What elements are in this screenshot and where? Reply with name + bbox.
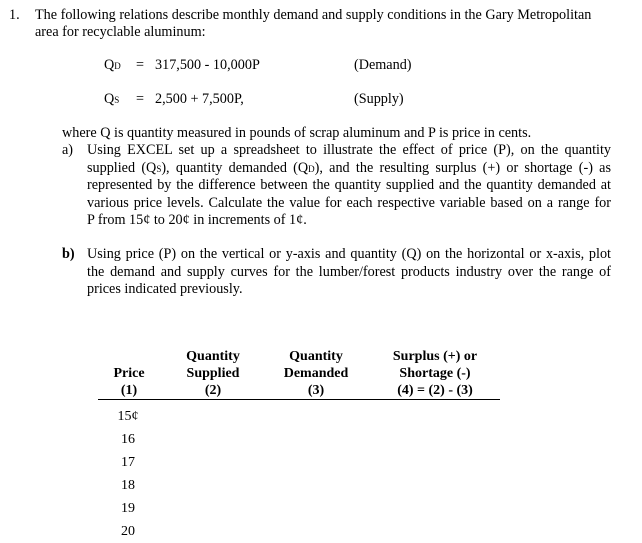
part-a-line-2: supplied (QS), quantity demanded (QD), and the resulting surplus (+) or shortage (-) as — [87, 159, 611, 176]
part-a-line-4: various price levels. Calculate the value for each respective variable based on a range for — [87, 194, 611, 211]
supply-equals: = — [136, 91, 145, 107]
header-surplus-shortage: Surplus (+) or Shortage (-) (4) = (2) - (3) — [392, 349, 478, 398]
table-row-price: 16 — [121, 432, 135, 447]
table-row-price: 15¢ — [117, 409, 139, 424]
part-b-line-3: prices indicated previously. — [87, 281, 243, 297]
header-quantity-demanded: Quantity Demanded (3) — [283, 349, 349, 398]
header-quantity-supplied: Quantity Supplied (2) — [186, 349, 240, 398]
demand-label: (Demand) — [354, 57, 412, 73]
demand-variable: QD — [104, 57, 121, 73]
intro-line-1: The following relations describe monthly demand and supply conditions in the Gary Metropolitan — [35, 7, 592, 23]
table-row-price: 20 — [121, 524, 135, 539]
supply-label: (Supply) — [354, 91, 404, 107]
part-b-line-2: the demand and supply curves for the lumber/forest products industry over the range of — [87, 263, 611, 280]
part-a-marker: a) — [62, 142, 74, 158]
part-a-line-3: represented by the difference between the quantity supplied and the quantity demanded at — [87, 177, 611, 193]
part-a-line-5: P from 15¢ to 20¢ in increments of 1¢. — [87, 212, 307, 228]
header-price: Price (1) — [113, 366, 145, 398]
table-row-price: 19 — [121, 501, 135, 516]
table-row-price: 17 — [121, 455, 135, 470]
part-b-marker: b) — [62, 246, 75, 262]
where-text: where Q is quantity measured in pounds of scrap aluminum and P is price in cents. — [62, 125, 532, 141]
part-a-line-1: Using EXCEL set up a spreadsheet to illustrate the effect of price (P), on the quantity — [87, 142, 611, 158]
intro-line-2: area for recyclable aluminum: — [35, 24, 206, 40]
demand-equals: = — [136, 57, 145, 73]
header-rule — [98, 399, 500, 400]
part-b-line-1: Using price (P) on the vertical or y-axis and quantity (Q) on the horizontal or x-axis, plot — [87, 246, 611, 262]
supply-rhs: 2,500 + 7,500P, — [155, 91, 244, 107]
demand-rhs: 317,500 - 10,000P — [155, 57, 260, 73]
supply-variable: QS — [104, 91, 120, 107]
table-row-price: 18 — [121, 478, 135, 493]
problem-number: 1. — [9, 7, 20, 23]
